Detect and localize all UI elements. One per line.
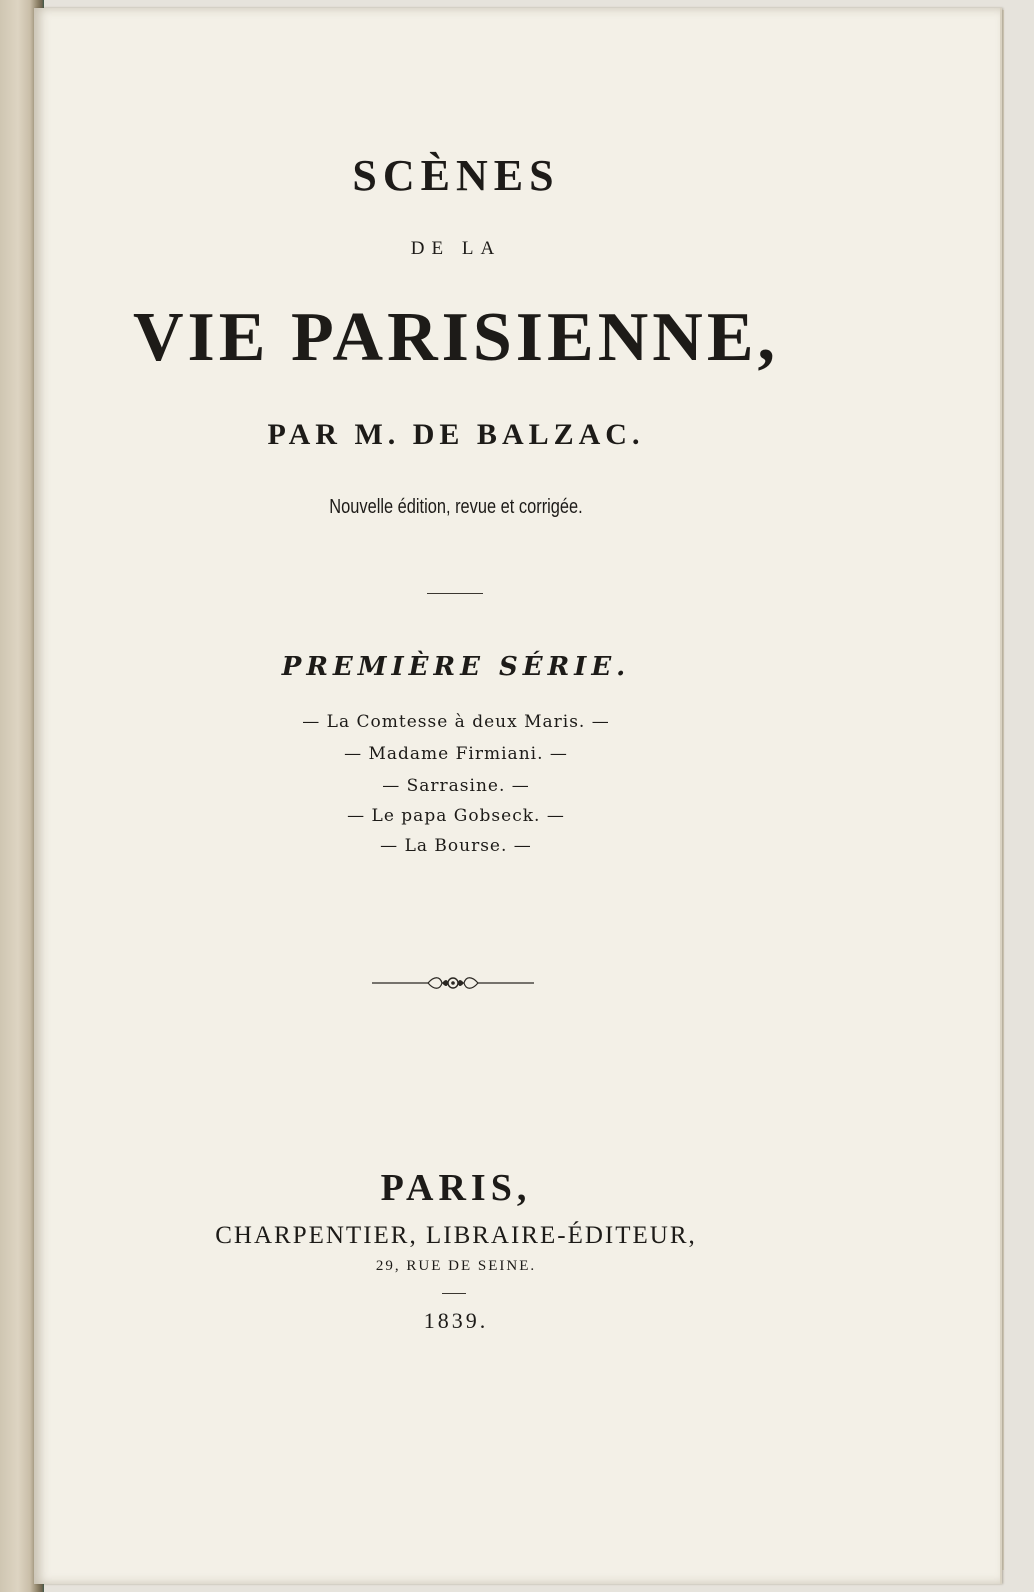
series-heading: PREMIÈRE SÉRIE.: [281, 652, 631, 682]
fleuron-ornament-icon: [372, 972, 534, 994]
contents-item: — La Comtesse à deux Maris. —: [302, 712, 610, 732]
imprint-year: 1839.: [423, 1308, 489, 1333]
short-rule: [427, 593, 483, 594]
contents-item: — Le papa Gobseck. —: [347, 806, 565, 826]
year-rule: [442, 1293, 466, 1294]
author-line: PAR M. DE BALZAC.: [267, 418, 645, 451]
contents-item: — La Bourse. —: [380, 836, 532, 856]
title-scenes: SCÈNES: [352, 151, 560, 200]
contents-item: — Sarrasine. —: [382, 776, 530, 796]
imprint-publisher: CHARPENTIER, LIBRAIRE-ÉDITEUR,: [215, 1222, 697, 1249]
contents-item: — Madame Firmiani. —: [344, 744, 568, 764]
title-de-la: DE LA: [410, 238, 502, 259]
imprint-city: PARIS,: [380, 1167, 532, 1209]
edition-note: Nouvelle édition, revue et corrigée.: [329, 496, 583, 518]
imprint-address: 29, RUE DE SEINE.: [375, 1258, 537, 1274]
title-vie-parisienne: VIE PARISIENNE,: [132, 299, 780, 376]
